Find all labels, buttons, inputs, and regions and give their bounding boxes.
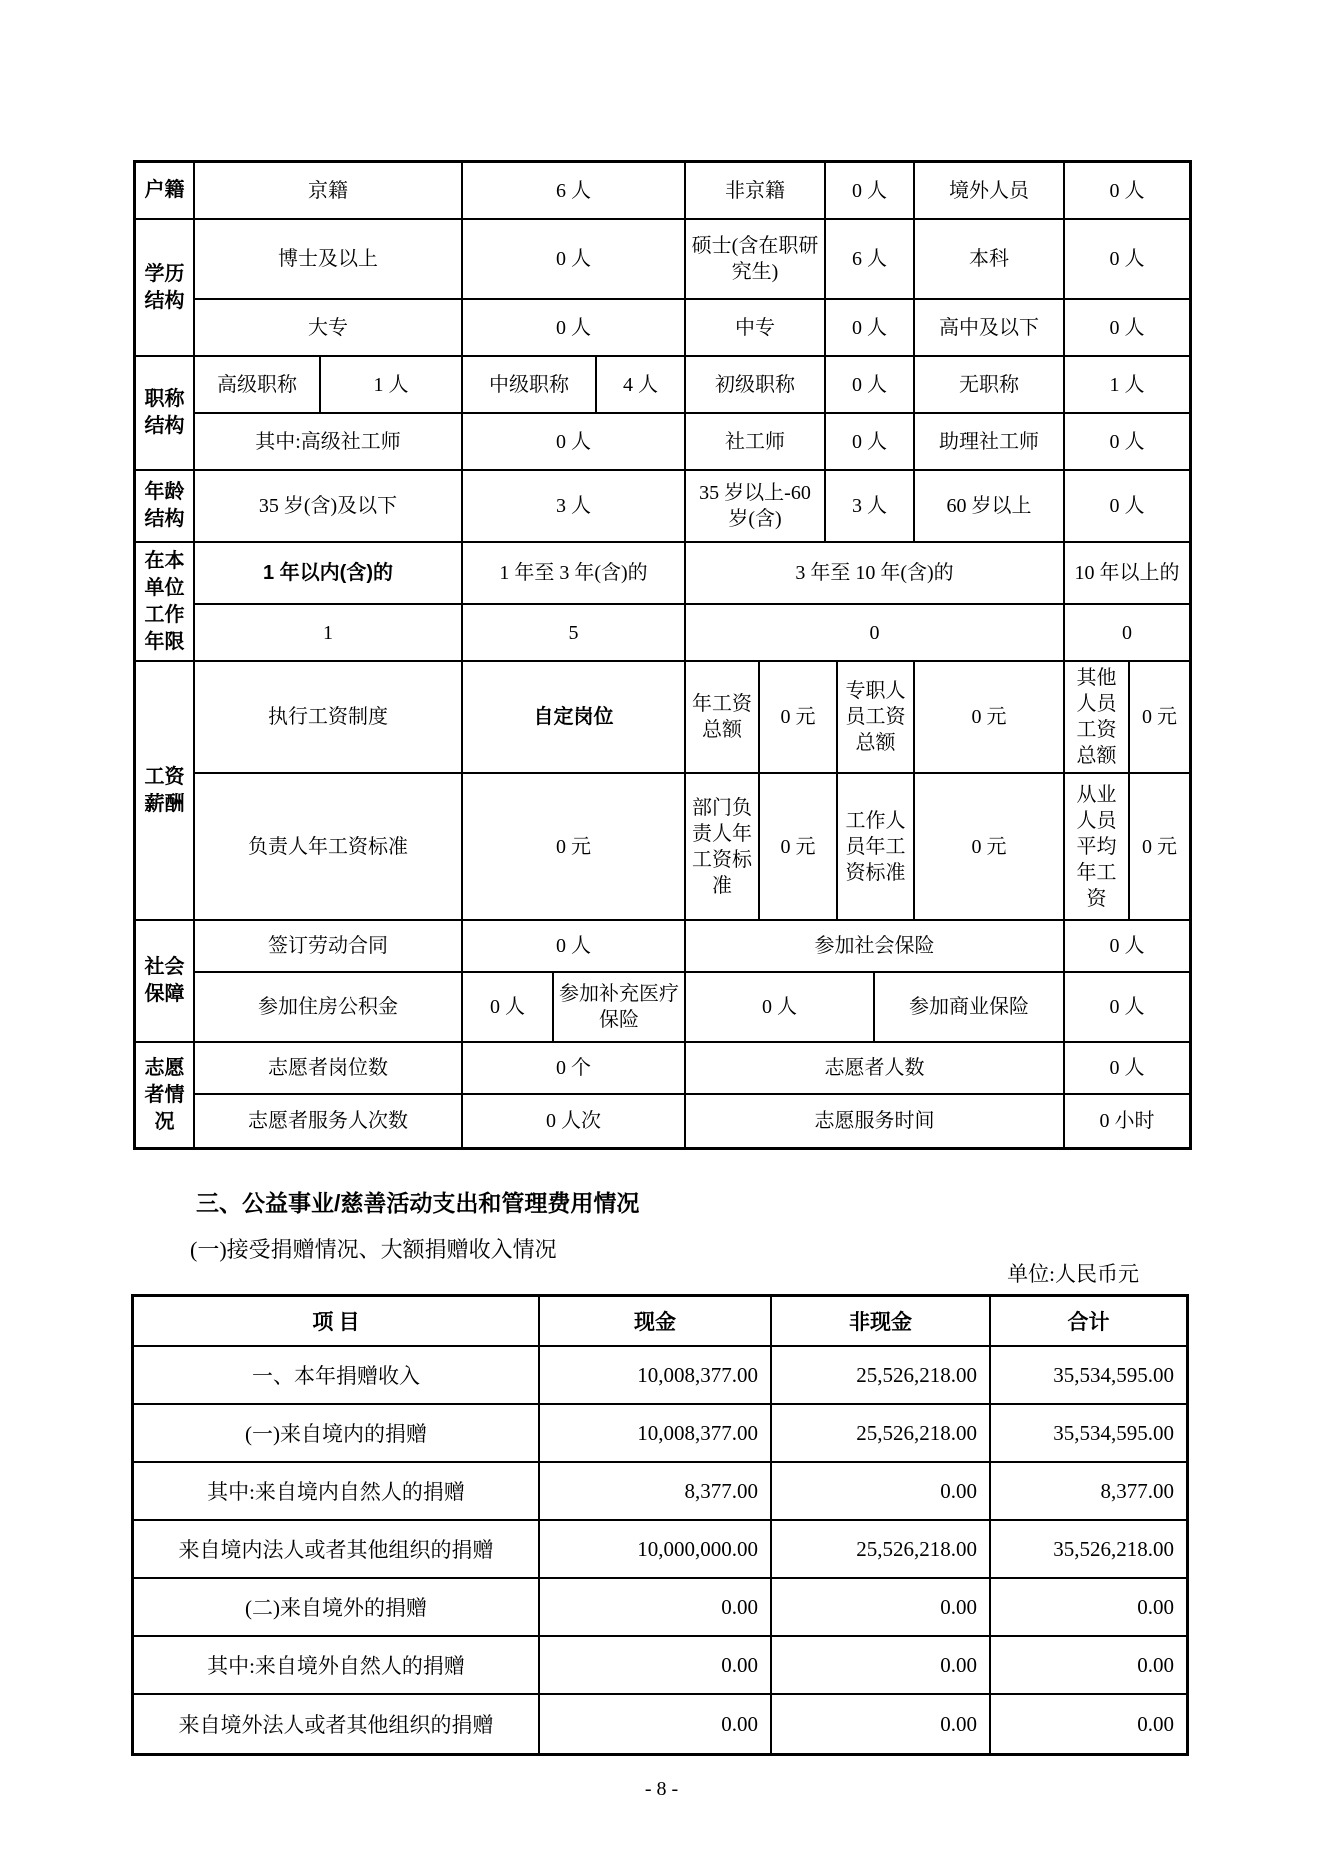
donation-row xyxy=(134,1347,1186,1405)
donation-row xyxy=(134,1463,1186,1521)
band-label-title: 职称结构 xyxy=(136,357,195,469)
donation-row xyxy=(134,1521,1186,1579)
table-cell: 本科 xyxy=(915,220,1065,298)
header-cell-cash: 现金 xyxy=(540,1297,772,1345)
donation-noncash-cell: 0.00 xyxy=(772,1637,991,1693)
table-cell: 参加商业保险 xyxy=(875,973,1065,1041)
band-tenure xyxy=(136,543,1189,662)
table-cell: 负责人年工资标准 xyxy=(195,774,463,919)
table-cell: 0 人 xyxy=(1109,935,1145,957)
donation-row xyxy=(134,1405,1186,1463)
table-cell: 自定岗位 xyxy=(463,662,686,772)
donation-total-cell: 35,534,595.00 xyxy=(1053,1362,1174,1387)
table-cell: 35 岁以上-60 岁(含) xyxy=(686,471,826,541)
table-cell: 0 人 xyxy=(463,300,686,355)
page-number: - 8 - xyxy=(644,1778,679,1800)
table-cell: 4 人 xyxy=(597,357,686,412)
personnel-table xyxy=(133,160,1192,1150)
donation-cash-cell: 10,000,000.00 xyxy=(540,1521,772,1577)
table-cell: 境外人员 xyxy=(915,163,1065,218)
band-label-salary: 工资薪酬 xyxy=(136,662,195,919)
donation-row xyxy=(134,1579,1186,1637)
table-cell: 0 元 xyxy=(915,662,1065,772)
table-cell: 初级职称 xyxy=(686,357,826,412)
table-cell: 无职称 xyxy=(915,357,1065,412)
table-row xyxy=(195,220,1189,300)
table-cell: 0 元 xyxy=(1142,706,1177,728)
table-cell: 0 小时 xyxy=(1099,1110,1155,1132)
donation-noncash-cell: 25,526,218.00 xyxy=(772,1521,991,1577)
table-cell: 1 xyxy=(195,605,463,660)
section-heading: 三、公益事业/慈善活动支出和管理费用情况 xyxy=(196,1190,640,1216)
donation-item-cell: (一)来自境内的捐赠 xyxy=(134,1405,540,1461)
table-cell: 0 人 xyxy=(1109,495,1145,517)
donation-item-cell: 来自境内法人或者其他组织的捐赠 xyxy=(134,1521,540,1577)
table-cell: 博士及以上 xyxy=(195,220,463,298)
donation-row xyxy=(134,1695,1186,1753)
table-cell: 志愿者岗位数 xyxy=(195,1043,463,1093)
table-cell: 专职人员工资总额 xyxy=(838,662,915,772)
donation-cash-cell: 10,008,377.00 xyxy=(540,1347,772,1403)
donation-row xyxy=(134,1637,1186,1695)
donation-total-cell: 35,526,218.00 xyxy=(1053,1536,1174,1561)
table-cell: 1 人 xyxy=(321,357,463,412)
table-cell: 0 人 xyxy=(826,357,915,412)
table-cell: 从业人员平均年工资 xyxy=(1065,774,1130,919)
table-cell: 签订劳动合同 xyxy=(195,921,463,971)
table-cell: 60 岁以上 xyxy=(915,471,1065,541)
table-row xyxy=(195,471,1189,541)
table-cell: 0 人 xyxy=(1109,1057,1145,1079)
table-row xyxy=(195,921,1189,973)
table-cell: 社工师 xyxy=(686,414,826,469)
table-cell: 0 人 xyxy=(1109,430,1145,453)
band-label-tenure: 在本单位工作年限 xyxy=(136,543,195,660)
donation-cash-cell: 0.00 xyxy=(540,1637,772,1693)
table-cell: 1 年至 3 年(含)的 xyxy=(463,543,686,603)
band-salary xyxy=(136,662,1189,921)
table-cell: 部门负责人年工资标准 xyxy=(686,774,760,919)
table-cell: 0 人 xyxy=(1109,996,1145,1018)
table-cell: 中专 xyxy=(686,300,826,355)
donation-cash-cell: 8,377.00 xyxy=(540,1463,772,1519)
currency-unit-note: 单位:人民币元 xyxy=(1007,1262,1139,1286)
table-cell: 0 人 xyxy=(686,973,875,1041)
table-cell: 0 元 xyxy=(1142,835,1177,858)
table-cell: 0 个 xyxy=(463,1043,686,1093)
band-label-volunteer: 志愿者情况 xyxy=(136,1043,195,1147)
table-cell: 1 人 xyxy=(1109,373,1145,396)
table-cell: 0 人 xyxy=(463,414,686,469)
table-cell: 中级职称 xyxy=(463,357,597,412)
table-row xyxy=(195,973,1189,1041)
header-cell-total: 合计 xyxy=(1067,1310,1110,1334)
table-cell: 0 人 xyxy=(463,220,686,298)
donation-noncash-cell: 0.00 xyxy=(772,1463,991,1519)
band-title xyxy=(136,357,1189,471)
table-cell: 0 人 xyxy=(826,300,915,355)
band-label-household: 户籍 xyxy=(136,163,195,218)
table-cell: 0 元 xyxy=(760,774,838,919)
table-row xyxy=(195,774,1189,919)
table-cell: 0 人 xyxy=(463,921,686,971)
donation-total-cell: 0.00 xyxy=(1137,1594,1174,1619)
table-row xyxy=(195,1043,1189,1095)
table-cell: 0 人 xyxy=(463,973,554,1041)
table-cell: 其中:高级社工师 xyxy=(195,414,463,469)
donation-noncash-cell: 0.00 xyxy=(772,1695,991,1753)
table-cell: 3 人 xyxy=(826,471,915,541)
table-cell: 0 xyxy=(686,605,1065,660)
donation-cash-cell: 10,008,377.00 xyxy=(540,1405,772,1461)
table-cell: 大专 xyxy=(195,300,463,355)
donation-total-cell: 0.00 xyxy=(1137,1711,1174,1736)
table-cell: 参加补充医疗保险 xyxy=(554,973,686,1041)
table-cell: 志愿服务时间 xyxy=(686,1095,1065,1147)
table-cell: 执行工资制度 xyxy=(195,662,463,772)
table-cell: 参加住房公积金 xyxy=(195,973,463,1041)
table-cell: 35 岁(含)及以下 xyxy=(195,471,463,541)
table-cell: 0 人 xyxy=(1109,248,1145,270)
table-cell: 0 人次 xyxy=(463,1095,686,1147)
band-label-education: 学历结构 xyxy=(136,220,195,355)
donation-item-cell: (二)来自境外的捐赠 xyxy=(134,1579,540,1635)
header-cell-noncash: 非现金 xyxy=(772,1297,991,1345)
table-cell: 0 元 xyxy=(915,774,1065,919)
table-cell: 3 人 xyxy=(463,471,686,541)
band-label-age: 年龄结构 xyxy=(136,471,195,541)
table-cell: 非京籍 xyxy=(686,163,826,218)
table-row xyxy=(195,163,1189,218)
band-social-security xyxy=(136,921,1189,1043)
donation-item-cell: 其中:来自境外自然人的捐赠 xyxy=(134,1637,540,1693)
table-row xyxy=(195,662,1189,774)
table-cell: 0 人 xyxy=(826,414,915,469)
table-cell: 0 xyxy=(1122,621,1132,644)
donation-total-cell: 35,534,595.00 xyxy=(1053,1420,1174,1445)
table-cell: 1 年以内(含)的 xyxy=(195,543,463,603)
table-cell: 5 xyxy=(463,605,686,660)
table-row xyxy=(195,1095,1189,1147)
table-cell: 0 人 xyxy=(1109,179,1145,202)
donation-table xyxy=(131,1294,1189,1756)
table-cell: 硕士(含在职研究生) xyxy=(686,220,826,298)
table-cell: 其他人员工资总额 xyxy=(1065,662,1130,772)
donation-noncash-cell: 25,526,218.00 xyxy=(772,1347,991,1403)
donation-item-cell: 来自境外法人或者其他组织的捐赠 xyxy=(134,1695,540,1753)
table-cell: 参加社会保险 xyxy=(686,921,1065,971)
table-cell: 助理社工师 xyxy=(915,414,1065,469)
donation-total-cell: 0.00 xyxy=(1137,1652,1174,1677)
table-row xyxy=(195,414,1189,469)
band-education xyxy=(136,220,1189,357)
donation-noncash-cell: 0.00 xyxy=(772,1579,991,1635)
donation-cash-cell: 0.00 xyxy=(540,1579,772,1635)
table-cell: 高中及以下 xyxy=(915,300,1065,355)
table-cell: 0 元 xyxy=(760,662,838,772)
table-row xyxy=(195,300,1189,355)
table-cell: 6 人 xyxy=(463,163,686,218)
band-age xyxy=(136,471,1189,543)
table-cell: 0 人 xyxy=(1109,316,1145,339)
table-cell: 京籍 xyxy=(195,163,463,218)
header-cell-item: 项 目 xyxy=(134,1297,540,1345)
table-cell: 0 元 xyxy=(463,774,686,919)
table-cell: 6 人 xyxy=(826,220,915,298)
donation-cash-cell: 0.00 xyxy=(540,1695,772,1753)
table-cell: 工作人员年工资标准 xyxy=(838,774,915,919)
donation-noncash-cell: 25,526,218.00 xyxy=(772,1405,991,1461)
section-subheading: (一)接受捐赠情况、大额捐赠收入情况 xyxy=(190,1237,557,1262)
table-cell: 志愿者人数 xyxy=(686,1043,1065,1093)
band-label-social-security: 社会保障 xyxy=(136,921,195,1041)
table-cell: 10 年以上的 xyxy=(1074,562,1180,584)
table-cell: 高级职称 xyxy=(195,357,321,412)
table-row xyxy=(195,357,1189,414)
donation-item-cell: 一、本年捐赠收入 xyxy=(134,1347,540,1403)
donation-item-cell: 其中:来自境内自然人的捐赠 xyxy=(134,1463,540,1519)
band-household xyxy=(136,163,1189,220)
band-volunteer xyxy=(136,1043,1189,1147)
table-cell: 年工资总额 xyxy=(686,662,760,772)
table-row xyxy=(195,605,1189,660)
table-row xyxy=(195,543,1189,605)
donation-total-cell: 8,377.00 xyxy=(1100,1478,1174,1503)
table-cell: 0 人 xyxy=(826,163,915,218)
table-cell: 志愿者服务人次数 xyxy=(195,1095,463,1147)
table-cell: 3 年至 10 年(含)的 xyxy=(686,543,1065,603)
donation-header-row xyxy=(134,1297,1186,1347)
